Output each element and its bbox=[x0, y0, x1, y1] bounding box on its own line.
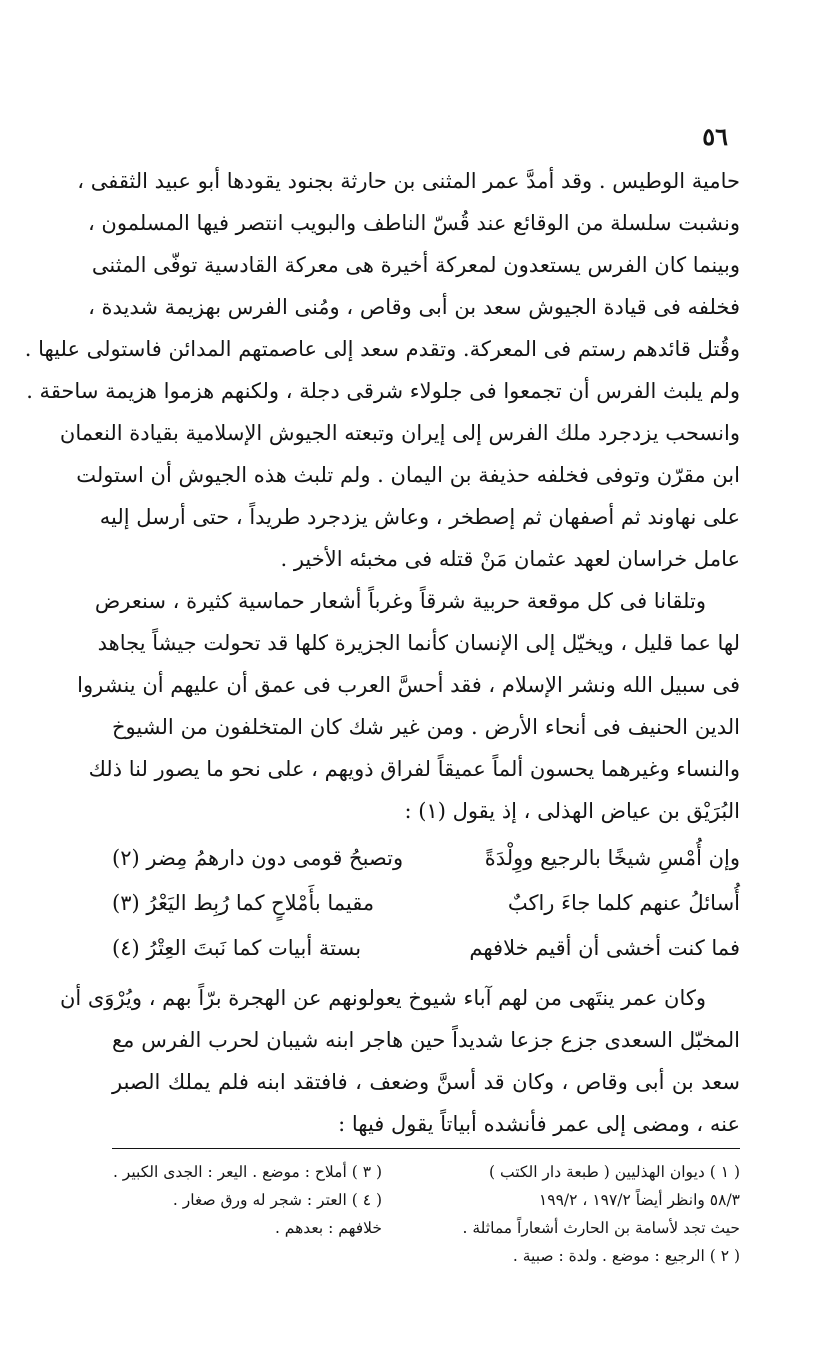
footnote-line: ( ٤ ) العتر : شجر له ورق صغار . bbox=[172, 1191, 382, 1209]
text-line: ابن مقرّن وتوفى فخلفه حذيفة بن اليمان . ولم تلبث هذه الجيوش أن استولت bbox=[76, 463, 740, 487]
text-line: حامية الوطيس . وقد أمدَّ عمر المثنى بن حارثة بجنود يقودها أبو عبيد الثقفى ، bbox=[77, 169, 740, 193]
main-text bbox=[24, 160, 740, 832]
footnote-line: ( ٣ ) أملاح : موضع . اليعر : الجدى الكبير . bbox=[112, 1163, 382, 1181]
text-line: سعد بن أبى وقاص ، وكان قد أسنَّ وضعف ، فافتقد ابنه فلم يملك الصبر bbox=[112, 1070, 740, 1094]
footnote-divider bbox=[112, 1148, 740, 1149]
verse-second-hemistich: بستة أبيات كما نَبتَ العِتْرُ (٤) bbox=[112, 936, 362, 960]
text-line: الدين الحنيف فى أنحاء الأرض . ومن غير شك كان المتخلفون من الشيوخ bbox=[112, 715, 740, 739]
poem-verse bbox=[112, 926, 740, 971]
text-line: وبينما كان الفرس يستعدون لمعركة أخيرة هى معركة القادسية توفّى المثنى bbox=[91, 253, 740, 277]
text-line: وتلقانا فى كل موقعة حربية شرقاً وغرباً أشعار حماسية كثيرة ، سنعرض bbox=[94, 589, 706, 613]
text-line: لها عما قليل ، ويخيّل إلى الإنسان كأنما الجزيرة كلها قد تحولت جيشاً يجاهد bbox=[97, 631, 740, 655]
text-line: ونشبت سلسلة من الوقائع عند قُسّ الناطف والبويب انتصر فيها المسلمون ، bbox=[87, 211, 740, 235]
verse-first-hemistich: وإن أُمْسِ شيخًا بالرجيع ووِلْدَةً bbox=[484, 846, 740, 870]
footnote-line: ( ١ ) ديوان الهذليين ( طبعة دار الكتب ) bbox=[489, 1163, 740, 1181]
footnote-line: حيث تجد لأسامة بن الحارث أشعاراً مماثلة . bbox=[462, 1219, 740, 1237]
text-line: البُرَيْق بن عياض الهذلى ، إذ يقول (١) : bbox=[404, 799, 740, 823]
paragraph-2 bbox=[77, 580, 740, 832]
text-line: فخلفه فى قيادة الجيوش سعد بن أبى وقاص ، ومُنى الفرس بهزيمة شديدة ، bbox=[88, 295, 740, 319]
text-line: المخبّل السعدى جزع جزعا شديداً حين هاجر ابنه شيبان لحرب الفرس مع bbox=[112, 1028, 740, 1052]
text-line: على نهاوند ثم أصفهان ثم إصطخر ، وعاش يزدجرد طريداً ، حتى أرسل إليه bbox=[99, 505, 740, 529]
page-number: ٥٦ bbox=[702, 122, 728, 151]
paragraph-3 bbox=[59, 977, 740, 1145]
text-line: عنه ، ومضى إلى عمر فأنشده أبياتاً يقول فيها : bbox=[338, 1112, 740, 1136]
poem-verse bbox=[112, 881, 740, 926]
footnote-line: ( ٢ ) الرجيع : موضع . ولدة : صبية . bbox=[512, 1247, 740, 1265]
text-line: وكان عمر ينتَهى من لهم آباء شيوخ يعولونهم عن الهجرة برّاً بهم ، ويُرْوَى أن bbox=[59, 986, 706, 1010]
text-line: فى سبيل الله ونشر الإسلام ، فقد أحسَّ العرب فى عمق أن عليهم أن ينشروا bbox=[77, 673, 740, 697]
footnote-line: ٥٨/٣ وانظر أيضاً ١٩٧/٢ ، ١٩٩/٢ bbox=[538, 1191, 740, 1209]
verse-first-hemistich: أُسائلُ عنهم كلما جاءَ راكبٌ bbox=[507, 891, 740, 915]
footnote-line: خلافهم : بعدهم . bbox=[274, 1219, 382, 1237]
verse-second-hemistich: مقيما بأَمْلاحٍ كما رُبِط اليَعْرُ (٣) bbox=[112, 891, 375, 915]
footnotes-right-column bbox=[395, 1158, 740, 1270]
text-line: عامل خراسان لعهد عثمان مَنْ قتله فى مخبئه الأخير . bbox=[280, 547, 740, 571]
text-line: وقُتل قائدهم رستم فى المعركة. وتقدم سعد إلى عاصمتهم المدائن فاستولى عليها . bbox=[24, 337, 740, 361]
footnotes-left-column bbox=[112, 1158, 382, 1270]
footnotes bbox=[112, 1158, 740, 1270]
verse-second-hemistich: وتصبحُ قومى دون دارهمُ مِضر (٢) bbox=[112, 846, 404, 870]
text-line: والنساء وغيرهما يحسون ألماً عميقاً لفراق ذويهم ، على نحو ما يصور لنا ذلك bbox=[88, 757, 740, 781]
text-line: وانسحب يزدجرد ملك الفرس إلى إيران وتبعته الجيوش الإسلامية بقيادة النعمان bbox=[59, 421, 740, 445]
poem bbox=[112, 836, 740, 971]
poem-verse bbox=[112, 836, 740, 881]
verse-first-hemistich: فما كنت أخشى أن أقيم خلافهم bbox=[469, 936, 740, 960]
paragraph-1 bbox=[24, 160, 740, 580]
text-line: ولم يلبث الفرس أن تجمعوا فى جلولاء شرقى دجلة ، ولكنهم هزموا هزيمة ساحقة . bbox=[26, 379, 740, 403]
